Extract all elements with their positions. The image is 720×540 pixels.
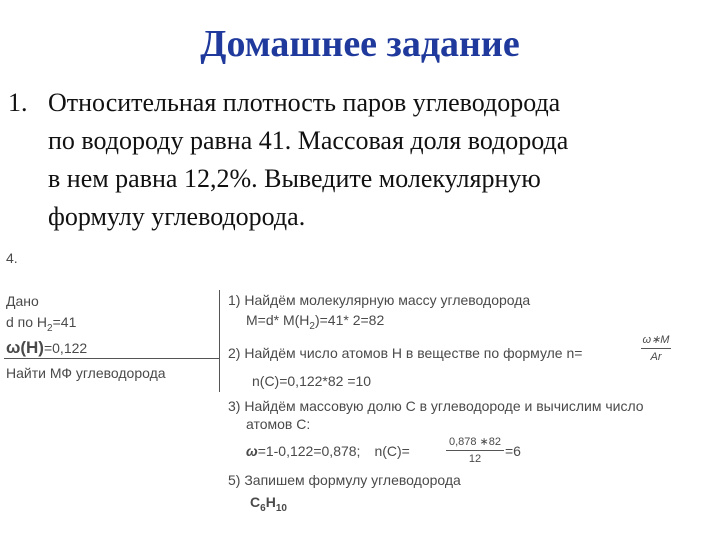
given-density: d по $H_2=41$: [6, 314, 77, 334]
step-2: 2) Найдём число атомов Н в веществе по формуле n=: [228, 345, 583, 361]
task-number: 1.: [8, 88, 28, 117]
find-label: Найти МФ углеводорода: [6, 365, 166, 381]
divider-vertical: [219, 290, 220, 392]
final-formula: $C_6H_{10}$: [250, 494, 287, 514]
page-title: Домашнее задание: [200, 23, 520, 65]
step-2-calc: n(C)=0,122*82 =10: [252, 373, 372, 389]
task-line: формулу углеводорода.: [48, 202, 306, 231]
task-text: [48, 84, 708, 236]
step-3-result: =6: [505, 443, 521, 459]
step-3-cont: атомов С:: [246, 416, 311, 432]
task-1: [8, 84, 708, 236]
given-omega: ω(Н)=0,122: [6, 338, 88, 357]
step-2-fraction: ω∗M Ar: [642, 334, 670, 363]
step-3-fraction: 0,878 ∗82 12: [446, 435, 504, 465]
given-heading: Дано: [6, 293, 39, 309]
task-line: в нем равна 12,2%. Выведите молекулярную: [48, 164, 541, 193]
divider-horizontal: [4, 358, 220, 359]
task-line: Относительная плотность паров углеводорода: [48, 88, 561, 117]
step-3: 3) Найдём массовую долю С в углеводороде и вычислим число: [228, 398, 644, 414]
solution-number: 4.: [6, 250, 18, 266]
step-3-omega: ω=1-0,122=0,878; n(C)=: [246, 443, 410, 459]
step-1-formula: M=d* $M(H_2)=41*$ 2=82: [246, 312, 385, 332]
task-line: по водороду равна 41. Массовая доля водорода: [48, 126, 569, 155]
step-1: 1) Найдём молекулярную массу углеводорода: [228, 292, 531, 308]
step-5: 5) Запишем формулу углеводорода: [228, 472, 461, 488]
